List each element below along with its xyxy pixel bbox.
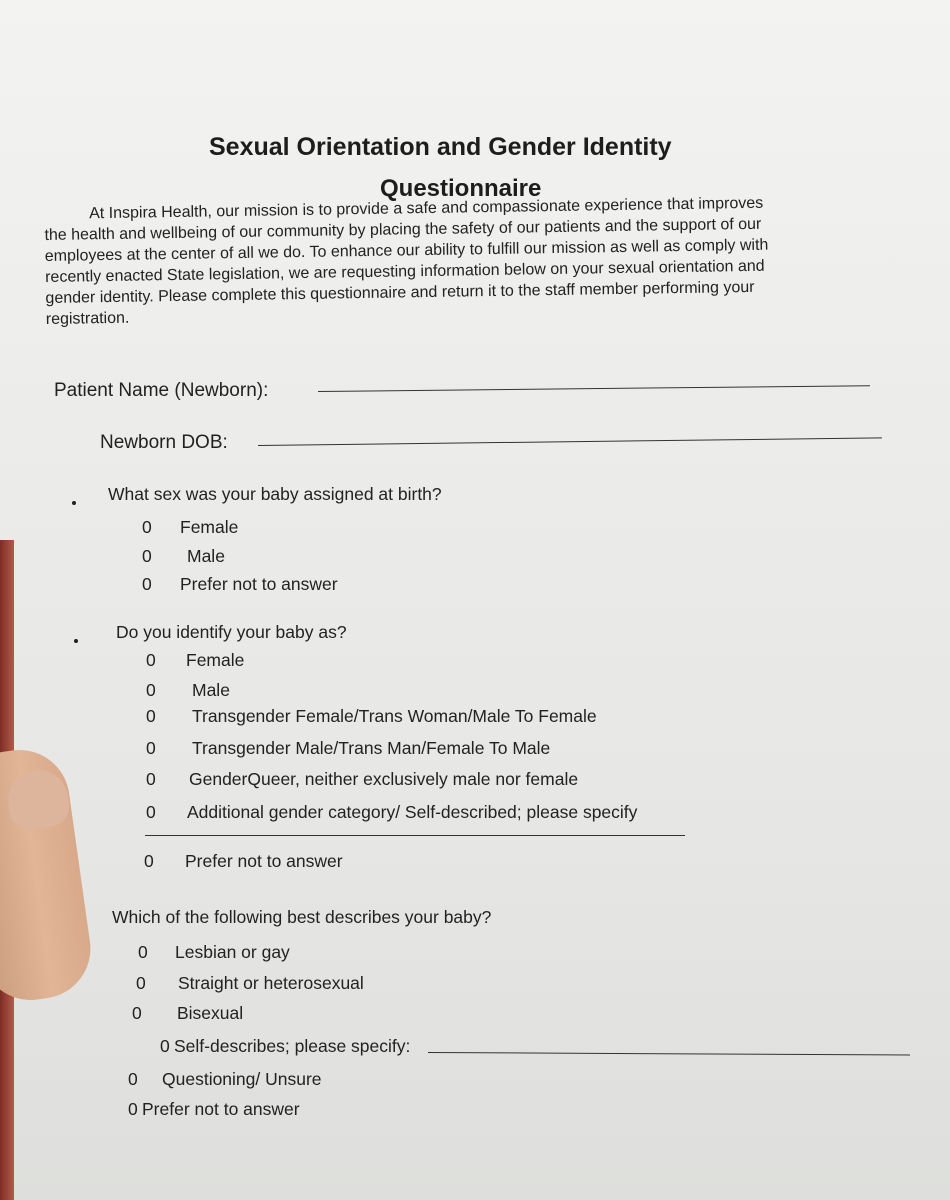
option-label: Transgender Male/Trans Man/Female To Male (192, 738, 551, 758)
option-label: Self-describes; please specify: (174, 1036, 411, 1056)
option-q2-trans-male[interactable] (146, 738, 550, 759)
intro-line: recently enacted State legislation, we are requesting information below on your sexual orientation and (45, 257, 765, 286)
intro-line: registration. (45, 309, 130, 328)
option-q3-self-describes[interactable] (160, 1036, 410, 1057)
option-q2-prefer-not[interactable] (144, 851, 343, 872)
radio-marker[interactable]: 0 (146, 802, 156, 822)
option-label: Male (192, 680, 230, 700)
intro-line: At Inspira Health, our mission is to provide a safe and compassionate experience that improves (89, 194, 764, 223)
option-q3-bisexual[interactable] (132, 1003, 243, 1024)
option-label: Prefer not to answer (185, 851, 343, 871)
option-q2-additional[interactable] (146, 802, 637, 823)
option-q2-female[interactable] (146, 650, 244, 671)
radio-marker[interactable]: 0 (128, 1069, 138, 1089)
option-q3-prefer-not[interactable] (128, 1099, 300, 1120)
option-label: Prefer not to answer (180, 574, 338, 594)
patient-name-label: Patient Name (Newborn): (54, 380, 269, 401)
radio-marker[interactable]: 0 (146, 738, 156, 758)
option-q3-lesbian-gay[interactable] (138, 942, 290, 963)
intro-line: gender identity. Please complete this questionnaire and return it to the staff member performing your (45, 278, 755, 307)
option-label: Additional gender category/ Self-described; please specify (187, 802, 638, 822)
question-gender-identity: Do you identify your baby as? (116, 622, 347, 642)
option-q3-straight[interactable] (136, 973, 364, 994)
option-q1-female[interactable] (142, 517, 238, 538)
option-label: Transgender Female/Trans Woman/Male To Female (192, 706, 597, 726)
option-label: Straight or heterosexual (178, 973, 364, 993)
option-q2-genderqueer[interactable] (146, 769, 578, 790)
option-q2-male[interactable] (146, 680, 230, 701)
specify-line[interactable] (145, 835, 685, 836)
radio-marker[interactable]: 0 (146, 680, 156, 700)
bullet (74, 639, 78, 643)
option-q3-questioning[interactable] (128, 1069, 322, 1090)
radio-marker[interactable]: 0 (160, 1036, 170, 1056)
option-q1-prefer-not[interactable] (142, 574, 338, 595)
radio-marker[interactable]: 0 (132, 1003, 142, 1023)
radio-marker[interactable]: 0 (144, 851, 154, 871)
form-title: Sexual Orientation and Gender Identity (209, 133, 672, 161)
radio-marker[interactable]: 0 (146, 706, 156, 726)
form-subtitle: Questionnaire (380, 175, 542, 202)
question-orientation: Which of the following best describes your baby? (112, 907, 492, 927)
option-q2-trans-female[interactable] (146, 706, 597, 727)
radio-marker[interactable]: 0 (146, 769, 156, 789)
intro-line: employees at the center of all we do. To enhance our ability to fulfill our mission as well as comply with (44, 236, 769, 265)
radio-marker[interactable]: 0 (142, 546, 152, 566)
option-label: Female (186, 650, 245, 670)
option-label: Female (180, 517, 239, 537)
question-sex-assigned: What sex was your baby assigned at birth? (108, 484, 442, 504)
option-label: Questioning/ Unsure (162, 1069, 322, 1089)
radio-marker[interactable]: 0 (142, 517, 152, 537)
option-label: Male (187, 546, 225, 566)
option-q1-male[interactable] (142, 546, 225, 567)
newborn-dob-label: Newborn DOB: (100, 432, 228, 453)
intro-paragraph (44, 191, 878, 330)
option-label: GenderQueer, neither exclusively male nor female (189, 769, 579, 789)
radio-marker[interactable]: 0 (142, 574, 152, 594)
option-label: Bisexual (177, 1003, 244, 1023)
radio-marker[interactable]: 0 (138, 942, 148, 962)
intro-line: the health and wellbeing of our community by placing the safety of our patients and the support of our (44, 215, 762, 244)
bullet (72, 501, 76, 505)
radio-marker[interactable]: 0 (136, 973, 146, 993)
radio-marker[interactable]: 0 (128, 1099, 138, 1119)
option-label: Lesbian or gay (175, 942, 290, 962)
radio-marker[interactable]: 0 (146, 650, 156, 670)
option-label: Prefer not to answer (142, 1099, 300, 1119)
